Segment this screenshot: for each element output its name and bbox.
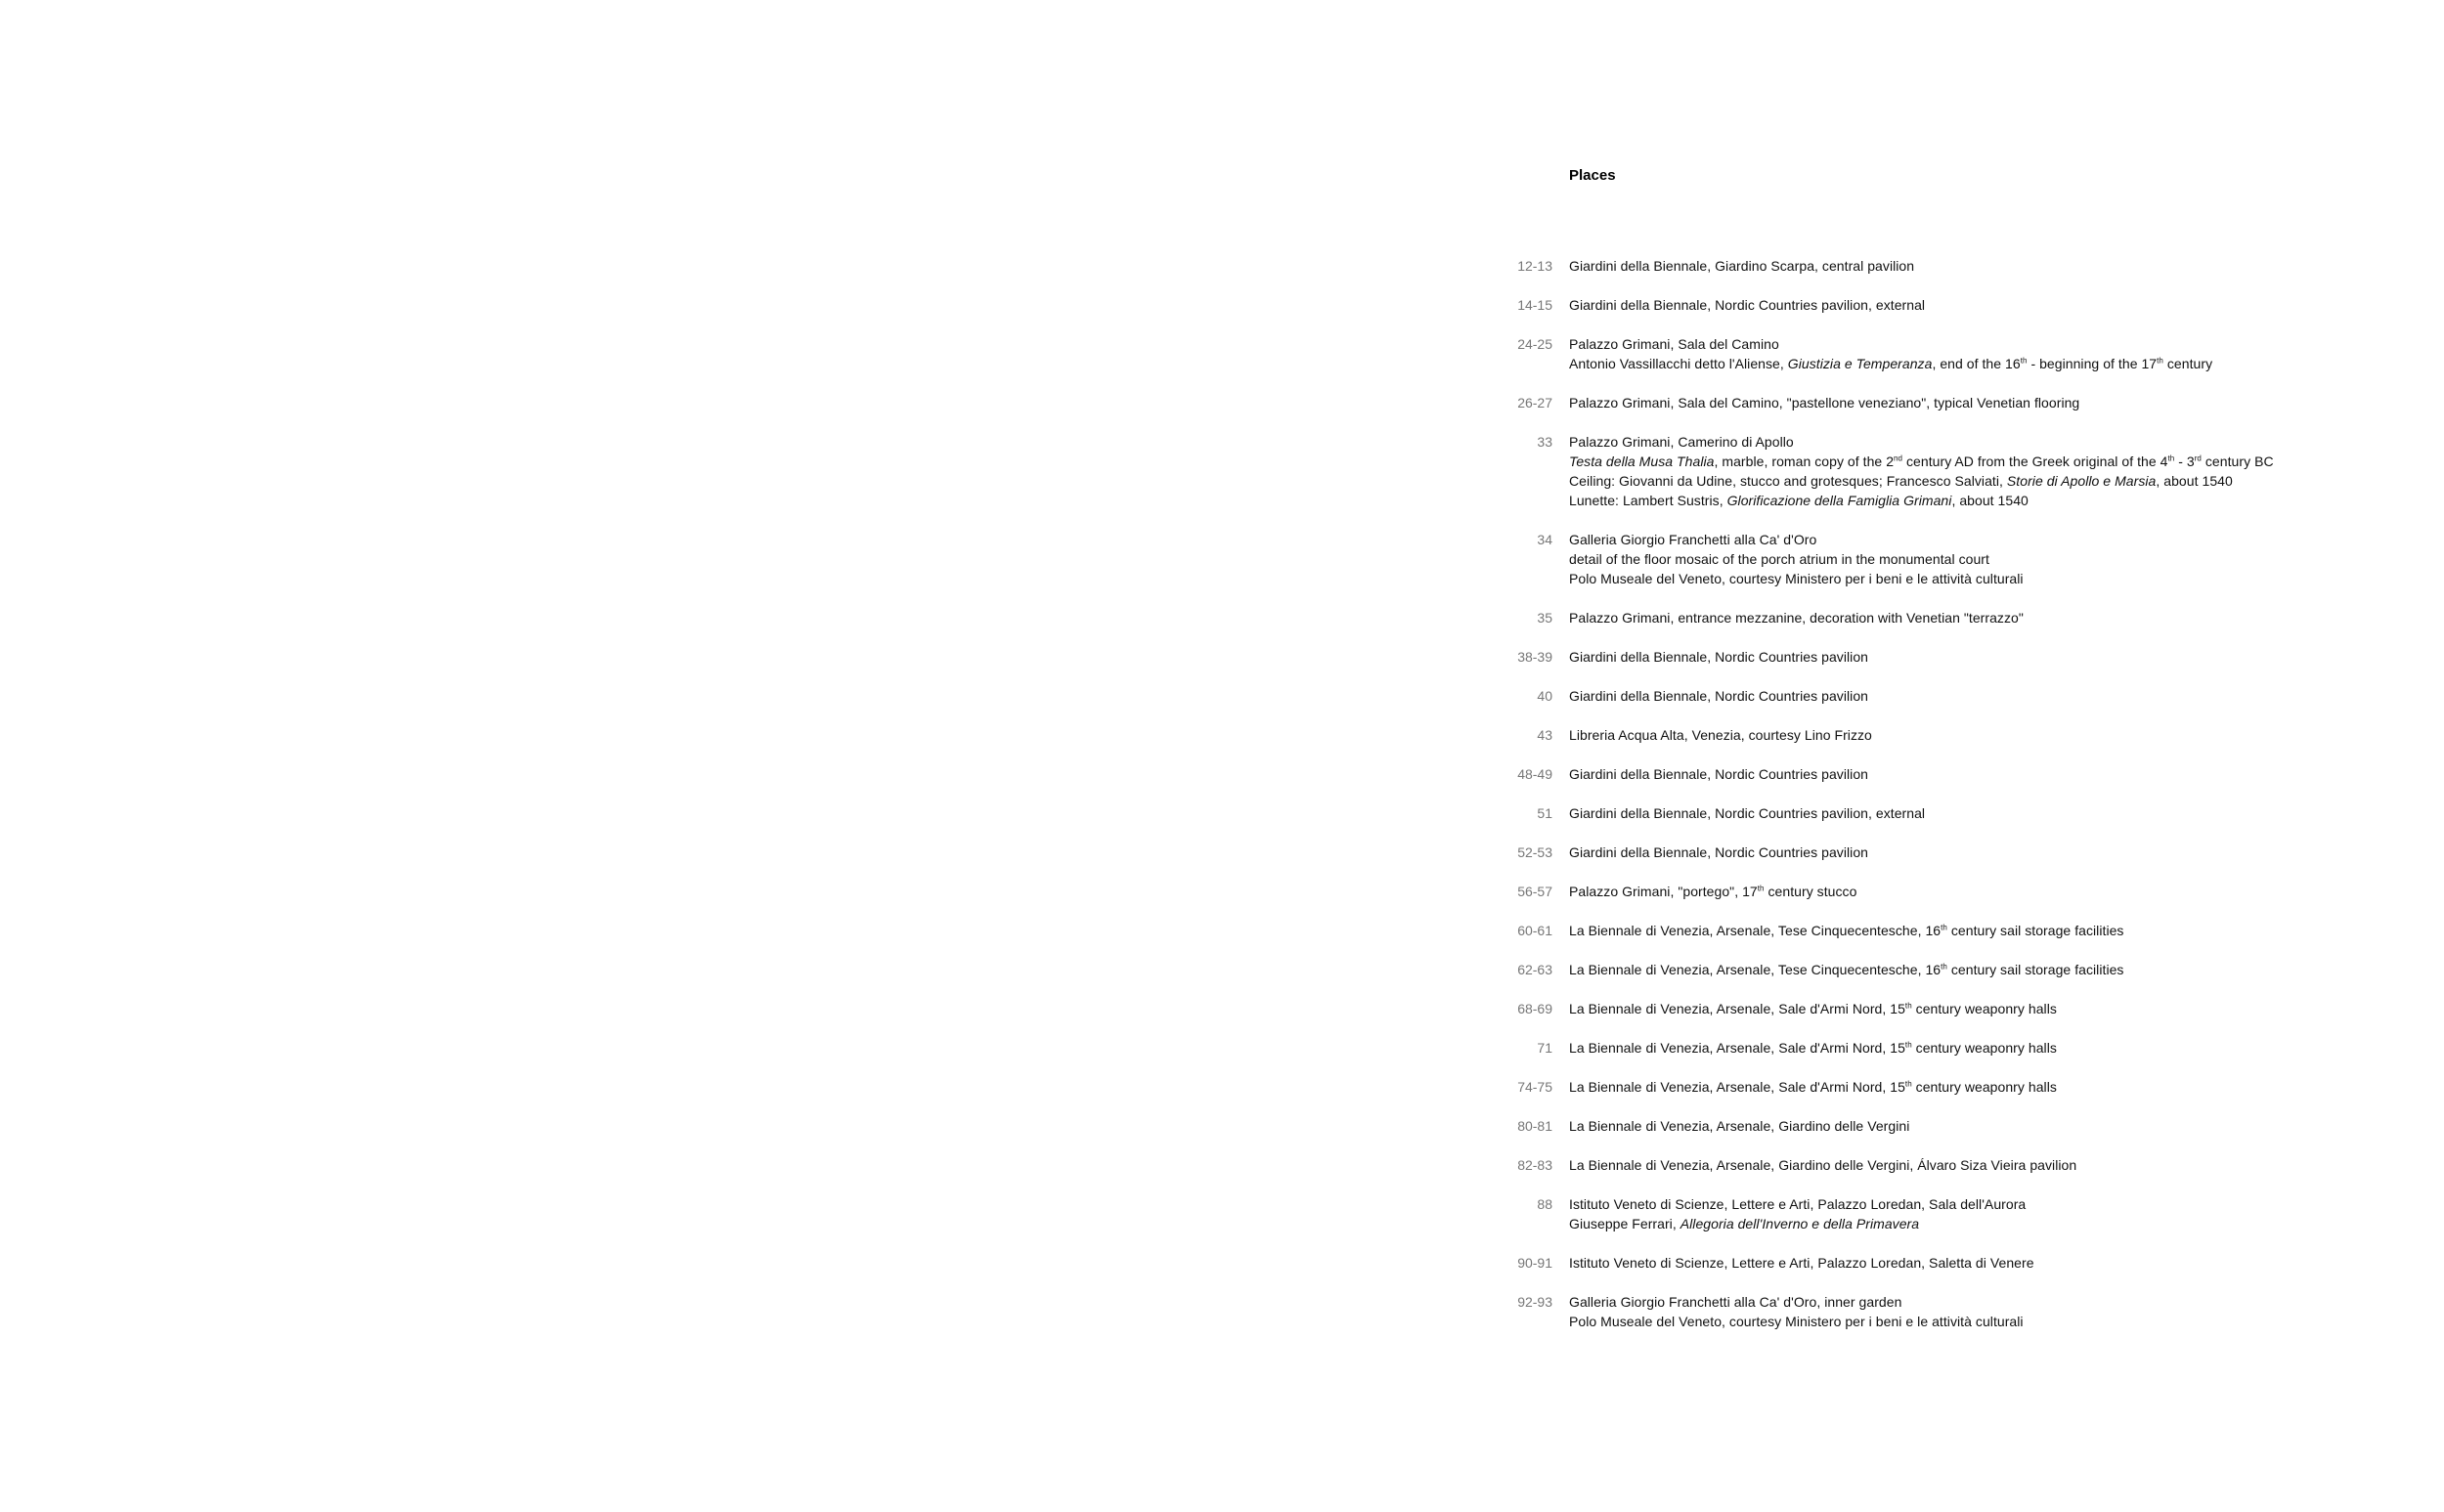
description-line (1569, 608, 2385, 627)
list-item (1506, 256, 2385, 276)
text-segment: Polo Museale del Veneto, courtesy Ministero per i beni e le attività culturali (1569, 571, 2024, 586)
description-line (1569, 921, 2385, 940)
place-description (1569, 1155, 2385, 1175)
page-numbers: 88 (1537, 1196, 1552, 1212)
description-line (1569, 999, 2385, 1018)
description-line (1569, 647, 2385, 667)
description-line (1569, 432, 2385, 452)
text-segment: , about 1540 (1951, 493, 2029, 508)
list-item (1506, 999, 2385, 1018)
page-numbers: 90-91 (1517, 1255, 1552, 1271)
page-numbers: 12-13 (1517, 258, 1552, 274)
page-numbers: 48-49 (1517, 766, 1552, 782)
text-segment: century AD from the Greek original of the 4 (1902, 454, 2168, 469)
list-item (1506, 842, 2385, 862)
description-line (1569, 393, 2385, 412)
description-line (1569, 764, 2385, 784)
place-description (1569, 842, 2385, 862)
artwork-title: Glorificazione della Famiglia Grimani (1726, 493, 1952, 508)
place-description (1569, 647, 2385, 667)
text-segment: Galleria Giorgio Franchetti alla Ca' d'Oro (1569, 532, 1817, 547)
page-numbers: 80-81 (1517, 1118, 1552, 1134)
text-segment: , about 1540 (2156, 473, 2233, 489)
text-segment: century weaponry halls (1911, 1040, 2057, 1056)
ordinal-suffix: nd (1894, 454, 1903, 463)
text-segment: La Biennale di Venezia, Arsenale, Tese Cinquecentesche, 16 (1569, 962, 1942, 977)
list-item (1506, 1038, 2385, 1058)
text-segment: Istituto Veneto di Scienze, Lettere e Arti, Palazzo Loredan, Sala dell'Aurora (1569, 1196, 2027, 1212)
page-numbers: 38-39 (1517, 649, 1552, 665)
text-segment: century stucco (1764, 884, 1857, 899)
list-item (1506, 686, 2385, 706)
place-description (1569, 393, 2385, 412)
list-item (1506, 295, 2385, 315)
list-item (1506, 803, 2385, 823)
description-line (1569, 1155, 2385, 1175)
list-item (1506, 1155, 2385, 1175)
text-segment: La Biennale di Venezia, Arsenale, Sale d'Armi Nord, 15 (1569, 1040, 1905, 1056)
list-item (1506, 1292, 2385, 1331)
text-segment: Giardini della Biennale, Nordic Countries pavilion (1569, 688, 1868, 704)
place-description (1569, 686, 2385, 706)
place-description (1569, 960, 2385, 979)
list-item (1506, 1077, 2385, 1097)
page-numbers: 92-93 (1517, 1294, 1552, 1310)
description-line (1569, 842, 2385, 862)
description-line (1569, 452, 2385, 471)
text-segment: Galleria Giorgio Franchetti alla Ca' d'Oro, inner garden (1569, 1294, 1902, 1310)
place-description (1569, 999, 2385, 1018)
text-segment: - beginning of the 17 (2027, 356, 2158, 371)
page-numbers: 56-57 (1517, 884, 1552, 899)
description-line (1569, 1312, 2385, 1331)
description-line (1569, 725, 2385, 745)
ordinal-suffix: th (1941, 923, 1947, 932)
text-segment: century (2162, 356, 2213, 371)
text-segment: Antonio Vassillacchi detto l'Aliense, (1569, 356, 1788, 371)
text-segment: century sail storage facilities (1946, 923, 2124, 938)
description-line (1569, 1292, 2385, 1312)
list-item (1506, 530, 2385, 588)
place-description (1569, 530, 2385, 588)
description-line (1569, 686, 2385, 706)
description-line (1569, 569, 2385, 588)
description-line (1569, 1077, 2385, 1097)
page-numbers: 68-69 (1517, 1001, 1552, 1016)
text-segment: La Biennale di Venezia, Arsenale, Giardino delle Vergini, Álvaro Siza Vieira pavilion (1569, 1157, 2077, 1173)
place-description (1569, 1077, 2385, 1097)
page-numbers: 82-83 (1517, 1157, 1552, 1173)
text-segment: century sail storage facilities (1946, 962, 2124, 977)
page-title: Places (1569, 167, 1616, 184)
page-numbers: 71 (1537, 1040, 1552, 1056)
list-item (1506, 921, 2385, 940)
ordinal-suffix: th (2157, 356, 2163, 366)
ordinal-suffix: th (2167, 454, 2175, 463)
description-line (1569, 1038, 2385, 1058)
place-description (1569, 256, 2385, 276)
page-numbers: 43 (1537, 727, 1552, 743)
text-segment: Giuseppe Ferrari, (1569, 1216, 1680, 1231)
list-item (1506, 960, 2385, 979)
list-item (1506, 725, 2385, 745)
text-segment: century BC (2201, 454, 2274, 469)
list-item (1506, 1116, 2385, 1136)
text-segment: Palazzo Grimani, "portego", 17 (1569, 884, 1758, 899)
page-numbers: 52-53 (1517, 844, 1552, 860)
text-segment: , marble, roman copy of the 2 (1714, 454, 1895, 469)
description-line (1569, 256, 2385, 276)
text-segment: Palazzo Grimani, Camerino di Apollo (1569, 434, 1794, 450)
places-list (1506, 256, 2385, 1351)
page-numbers: 60-61 (1517, 923, 1552, 938)
artwork-title: Giustizia e Temperanza (1787, 356, 1933, 371)
place-description (1569, 608, 2385, 627)
place-description (1569, 764, 2385, 784)
artwork-title: Allegoria dell'Inverno e della Primavera (1680, 1216, 1920, 1231)
ordinal-suffix: th (1904, 1001, 1912, 1011)
description-line (1569, 1253, 2385, 1273)
text-segment: Polo Museale del Veneto, courtesy Ministero per i beni e le attività culturali (1569, 1314, 2024, 1329)
place-description (1569, 1038, 2385, 1058)
list-item (1506, 608, 2385, 627)
text-segment: Libreria Acqua Alta, Venezia, courtesy Lino Frizzo (1569, 727, 1872, 743)
description-line (1569, 1116, 2385, 1136)
text-segment: Palazzo Grimani, Sala del Camino, "pastellone veneziano", typical Venetian flooring (1569, 395, 2080, 410)
description-line (1569, 491, 2385, 510)
description-line (1569, 295, 2385, 315)
text-segment: La Biennale di Venezia, Arsenale, Sale d'Armi Nord, 15 (1569, 1079, 1905, 1095)
description-line (1569, 334, 2385, 354)
description-line (1569, 1194, 2385, 1214)
list-item (1506, 764, 2385, 784)
description-line (1569, 803, 2385, 823)
page-numbers: 24-25 (1517, 336, 1552, 352)
place-description (1569, 803, 2385, 823)
text-segment: Palazzo Grimani, entrance mezzanine, decoration with Venetian "terrazzo" (1569, 610, 2024, 626)
place-description (1569, 1194, 2385, 1233)
text-segment: La Biennale di Venezia, Arsenale, Sale d'Armi Nord, 15 (1569, 1001, 1905, 1016)
list-item (1506, 1253, 2385, 1273)
place-description (1569, 882, 2385, 901)
place-description (1569, 1292, 2385, 1331)
list-item (1506, 882, 2385, 901)
ordinal-suffix: th (1757, 884, 1765, 893)
place-description (1569, 725, 2385, 745)
page-numbers: 14-15 (1517, 297, 1552, 313)
text-segment: Giardini della Biennale, Nordic Countries pavilion, external (1569, 805, 1926, 821)
list-item (1506, 432, 2385, 510)
page-numbers: 33 (1537, 434, 1552, 450)
text-segment: detail of the floor mosaic of the porch atrium in the monumental court (1569, 551, 1989, 567)
ordinal-suffix: rd (2194, 454, 2202, 463)
page-numbers: 62-63 (1517, 962, 1552, 977)
description-line (1569, 471, 2385, 491)
page-numbers: 74-75 (1517, 1079, 1552, 1095)
text-segment: La Biennale di Venezia, Arsenale, Giardino delle Vergini (1569, 1118, 1910, 1134)
artwork-title: Testa della Musa Thalia (1569, 454, 1715, 469)
list-item (1506, 334, 2385, 373)
text-segment: century weaponry halls (1911, 1001, 2057, 1016)
ordinal-suffix: th (1941, 962, 1947, 972)
text-segment: , end of the 16 (1932, 356, 2021, 371)
ordinal-suffix: th (1904, 1040, 1912, 1050)
list-item (1506, 393, 2385, 412)
place-description (1569, 1116, 2385, 1136)
list-item (1506, 1194, 2385, 1233)
page-numbers: 35 (1537, 610, 1552, 626)
ordinal-suffix: th (2020, 356, 2028, 366)
page-numbers: 51 (1537, 805, 1552, 821)
description-line (1569, 882, 2385, 901)
place-description (1569, 432, 2385, 510)
page-numbers: 26-27 (1517, 395, 1552, 410)
text-segment: Giardini della Biennale, Nordic Countries pavilion (1569, 844, 1868, 860)
place-description (1569, 295, 2385, 315)
page-numbers: 34 (1537, 532, 1552, 547)
text-segment: Palazzo Grimani, Sala del Camino (1569, 336, 1779, 352)
description-line (1569, 354, 2385, 373)
text-segment: Giardini della Biennale, Nordic Countries pavilion, external (1569, 297, 1926, 313)
text-segment: Lunette: Lambert Sustris, (1569, 493, 1727, 508)
artwork-title: Storie di Apollo e Marsia (2006, 473, 2157, 489)
page-numbers: 40 (1537, 688, 1552, 704)
text-segment: - 3 (2174, 454, 2195, 469)
list-item (1506, 647, 2385, 667)
text-segment: La Biennale di Venezia, Arsenale, Tese Cinquecentesche, 16 (1569, 923, 1942, 938)
place-description (1569, 334, 2385, 373)
text-segment: Giardini della Biennale, Giardino Scarpa, central pavilion (1569, 258, 1915, 274)
place-description (1569, 1253, 2385, 1273)
text-segment: Istituto Veneto di Scienze, Lettere e Arti, Palazzo Loredan, Saletta di Venere (1569, 1255, 2034, 1271)
description-line (1569, 960, 2385, 979)
text-segment: Giardini della Biennale, Nordic Countries pavilion (1569, 649, 1868, 665)
place-description (1569, 921, 2385, 940)
ordinal-suffix: th (1904, 1079, 1912, 1089)
description-line (1569, 549, 2385, 569)
text-segment: Ceiling: Giovanni da Udine, stucco and grotesques; Francesco Salviati, (1569, 473, 2007, 489)
description-line (1569, 1214, 2385, 1233)
description-line (1569, 530, 2385, 549)
text-segment: Giardini della Biennale, Nordic Countries pavilion (1569, 766, 1868, 782)
text-segment: century weaponry halls (1911, 1079, 2057, 1095)
